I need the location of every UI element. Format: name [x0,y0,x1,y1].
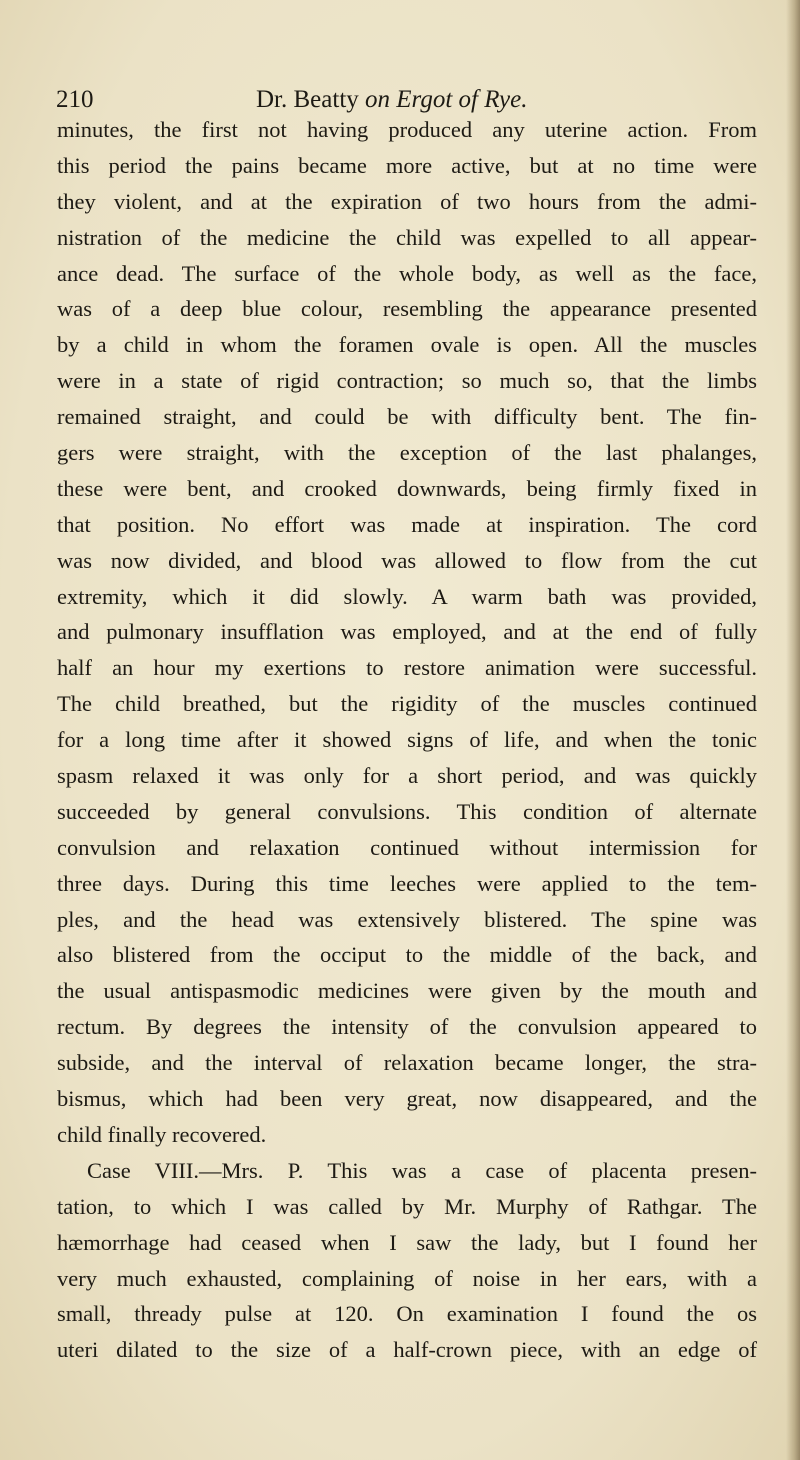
text-line: uteri dilated to the size of a half-crown piece, with an edge of [57,1337,757,1363]
text-line: also blistered from the occiput to the middle of the back, and [57,942,757,968]
text-line: rectum. By degrees the intensity of the convulsion appeared to [57,1014,757,1040]
text-line: Case VIII.—Mrs. P. This was a case of placenta presen- [87,1157,757,1183]
text-line: were in a state of rigid contraction; so much so, that the limbs [57,368,757,394]
text-line: child finally recovered. [57,1121,267,1147]
text-line: spasm relaxed it was only for a short period, and was quickly [57,763,757,789]
text-line: for a long time after it showed signs of life, and when the tonic [57,727,757,753]
text-line: The child breathed, but the rigidity of the muscles continued [57,691,757,717]
text-line: this period the pains became more active, but at no time were [57,152,757,178]
running-title [256,86,528,114]
text-line: the usual antispasmodic medicines were given by the mouth and [57,978,757,1004]
text-line: was now divided, and blood was allowed to flow from the cut [57,547,757,573]
text-line: these were bent, and crooked downwards, being firmly fixed in [57,475,757,501]
page-edge-shadow [786,0,800,1460]
text-line: very much exhausted, complaining of noise in her ears, with a [57,1265,757,1291]
text-line: gers were straight, with the exception of the last phalanges, [57,440,757,466]
text-line: half an hour my exertions to restore animation were successful. [57,655,757,681]
text-line: that position. No effort was made at inspiration. The cord [57,511,757,537]
text-line: extremity, which it did slowly. A warm bath was provided, [57,583,757,609]
text-line: subside, and the interval of relaxation became longer, the stra- [57,1050,757,1076]
text-line: convulsion and relaxation continued without intermission for [57,834,757,860]
text-line: three days. During this time leeches were applied to the tem- [57,870,757,896]
text-line: small, thready pulse at 120. On examination I found the os [57,1301,757,1327]
running-title-author: Dr. Beatty [256,86,366,113]
text-line: minutes, the first not having produced any uterine action. From [57,117,757,142]
text-line: ples, and the head was extensively blistered. The spine was [57,906,757,932]
text-line: by a child in whom the foramen ovale is open. All the muscles [57,332,757,358]
text-line: tation, to which I was called by Mr. Murphy of Rathgar. The [57,1193,757,1219]
text-line: and pulmonary insufflation was employed, and at the end of fully [57,619,757,645]
text-line: was of a deep blue colour, resembling the appearance presented [57,296,757,322]
page-number: 210 [56,86,94,113]
text-line: they violent, and at the expiration of two hours from the admi- [57,188,757,214]
body-text [57,112,757,1368]
text-line: succeeded by general convulsions. This condition of alternate [57,798,757,824]
running-title-subject: on Ergot of Rye. [365,86,528,113]
text-line: ance dead. The surface of the whole body, as well as the face, [57,260,757,286]
text-line: bismus, which had been very great, now disappeared, and the [57,1086,757,1112]
text-line: nistration of the medicine the child was expelled to all appear- [57,224,757,250]
text-line: remained straight, and could be with difficulty bent. The fin- [57,404,757,430]
text-line: hæmorrhage had ceased when I saw the lady, but I found her [57,1229,757,1255]
